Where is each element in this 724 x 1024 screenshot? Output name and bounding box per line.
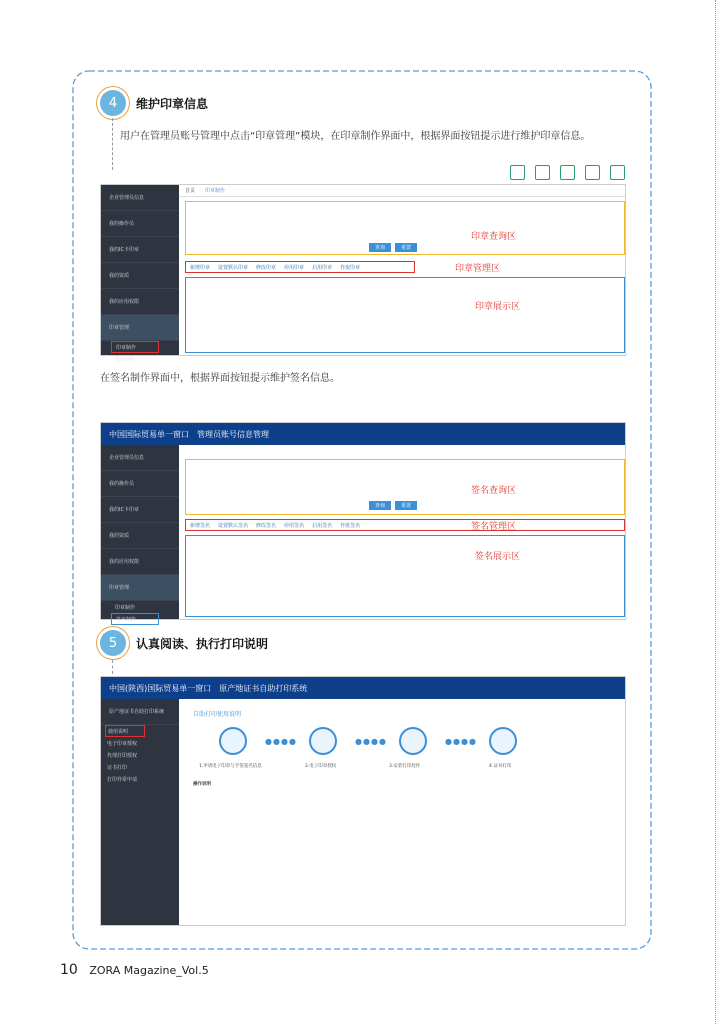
step-icon-2 — [309, 727, 337, 755]
label-display-area: 印章展示区 — [475, 302, 521, 312]
sidebar-item[interactable]: 印章管理 — [101, 315, 179, 341]
seal-management-screenshot — [100, 184, 626, 363]
signature-management-screenshot — [100, 422, 626, 623]
save-icon — [560, 165, 575, 180]
gear-icon — [610, 165, 625, 180]
page-footer — [60, 962, 209, 978]
set-default-button[interactable]: 设置默认签名 — [218, 522, 249, 529]
page-number: 10 — [60, 962, 78, 978]
label-query-area: 签名查询区 — [471, 486, 517, 496]
sidebar-item[interactable]: 我的资质 — [101, 523, 179, 549]
page-edge-dotted-line — [715, 0, 716, 1024]
label-management-area: 印章管理区 — [455, 264, 501, 274]
set-default-button[interactable]: 设置默认印章 — [218, 264, 249, 271]
sidebar-item-instructions[interactable]: 使用说明 — [105, 725, 145, 737]
sidebar-item[interactable]: 我的操作员 — [101, 471, 179, 497]
sidebar-item[interactable]: 证书打印 — [107, 764, 128, 771]
delete-sign-button[interactable]: 停用签名 — [284, 522, 305, 529]
sidebar — [101, 699, 179, 925]
step-icon-3 — [399, 727, 427, 755]
sidebar-item[interactable]: 电子印章授权 — [107, 740, 138, 747]
action-toolbar — [185, 261, 415, 273]
dashed-guide — [112, 118, 113, 170]
mobile-icon — [510, 165, 525, 180]
sidebar-sub-seal-make[interactable]: 印章制作 — [115, 604, 136, 611]
section-4-note: 在签名制作界面中，根据界面按钮提示维护签名信息。 — [100, 373, 340, 384]
add-sign-button[interactable]: 新增签名 — [190, 522, 211, 529]
dots: ●●●● — [355, 737, 387, 746]
section-5-heading — [100, 630, 268, 656]
sidebar-item[interactable]: 我的IC卡印章 — [101, 237, 179, 263]
disable-seal-button[interactable]: 作废印章 — [340, 264, 361, 271]
app-header — [101, 677, 625, 699]
sidebar-item[interactable]: 我的IC卡印章 — [101, 497, 179, 523]
label-management-area: 签名管理区 — [471, 522, 517, 532]
reset-button[interactable]: 重置 — [395, 501, 417, 510]
step-label-3: 3.安装打印控件 — [389, 764, 421, 769]
search-button[interactable]: 查询 — [369, 501, 391, 510]
app-header — [101, 423, 625, 445]
app-title: 管理员账号信息管理 — [197, 429, 269, 439]
search-button[interactable]: 查询 — [369, 243, 391, 252]
label-query-area: 印章查询区 — [471, 232, 517, 242]
sidebar-sub-sign-make[interactable]: 签名制作 — [111, 613, 159, 625]
tab-bar — [179, 185, 625, 197]
sidebar-item[interactable]: 打印异常申请 — [107, 776, 138, 783]
step-4-badge: 4 — [100, 90, 126, 116]
section-4-heading — [100, 90, 208, 116]
label-display-area: 签名展示区 — [475, 552, 521, 562]
section-5-title: 认真阅读、执行打印说明 — [136, 636, 269, 651]
instructions-heading: 自助打印使用说明 — [193, 711, 242, 718]
operation-notes-title: 操作说明 — [193, 782, 211, 787]
reset-button[interactable]: 重置 — [395, 243, 417, 252]
edit-sign-button[interactable]: 修改签名 — [256, 522, 277, 529]
display-area — [185, 535, 625, 617]
app-title: 原产地证书自助打印系统 — [219, 683, 308, 693]
delete-seal-button[interactable]: 停用印章 — [284, 264, 305, 271]
edit-seal-button[interactable]: 修改印章 — [256, 264, 277, 271]
step-icon-1 — [219, 727, 247, 755]
dots: ●●●● — [265, 737, 297, 746]
sidebar-item[interactable]: 我的应用权限 — [101, 549, 179, 575]
step-5-badge: 5 — [100, 630, 126, 656]
sidebar — [101, 185, 179, 363]
sidebar-item[interactable]: 代理打印授权 — [107, 752, 138, 759]
brand-logo: 中国国际贸易单一窗口 — [109, 429, 189, 439]
share-icon — [585, 165, 600, 180]
print-system-screenshot — [100, 676, 626, 926]
section-4-title: 维护印章信息 — [136, 96, 209, 111]
action-toolbar — [185, 519, 625, 531]
sidebar-sub-sign-make[interactable]: 签名制作 — [115, 356, 136, 363]
sidebar-item[interactable]: 我的资质 — [101, 263, 179, 289]
sidebar-item[interactable]: 我的应用权限 — [101, 289, 179, 315]
toolbar-icons — [510, 165, 625, 180]
sidebar — [101, 445, 179, 623]
sidebar-title: 原产地证书自助打印系统 — [101, 699, 179, 725]
step-label-2: 2.电子印章授权 — [305, 764, 337, 769]
display-area — [185, 277, 625, 353]
brand-logo: 中国(陕西)国际贸易单一窗口 — [109, 683, 212, 693]
sidebar-item[interactable]: 我的操作员 — [101, 211, 179, 237]
expand-icon — [535, 165, 550, 180]
tab-seal-make[interactable]: 印章制作 — [205, 188, 226, 194]
sidebar-item[interactable]: 印章管理 — [101, 575, 179, 601]
add-seal-button[interactable]: 新增印章 — [190, 264, 211, 271]
disable-sign-button[interactable]: 作废签名 — [340, 522, 361, 529]
step-icon-4 — [489, 727, 517, 755]
tab-home[interactable]: 首页 — [185, 188, 196, 194]
sidebar-item[interactable]: 企业管理员信息 — [101, 185, 179, 211]
magazine-name: ZORA Magazine_Vol.5 — [89, 964, 209, 977]
enable-seal-button[interactable]: 启用印章 — [312, 264, 333, 271]
sidebar-item[interactable]: 企业管理员信息 — [101, 445, 179, 471]
step-label-1: 1.申请电子印章与手签签名信息 — [199, 764, 262, 769]
dashed-guide — [112, 660, 113, 674]
section-4-description: 用户在管理员账号管理中点击“印章管理”模块，在印章制作界面中，根据界面按钮提示进行维护印章信息。 — [120, 131, 591, 142]
enable-sign-button[interactable]: 启用签名 — [312, 522, 333, 529]
dots: ●●●● — [445, 737, 477, 746]
sidebar-sub-seal-make[interactable]: 印章制作 — [111, 341, 159, 353]
step-label-4: 4.证书打印 — [489, 764, 512, 769]
